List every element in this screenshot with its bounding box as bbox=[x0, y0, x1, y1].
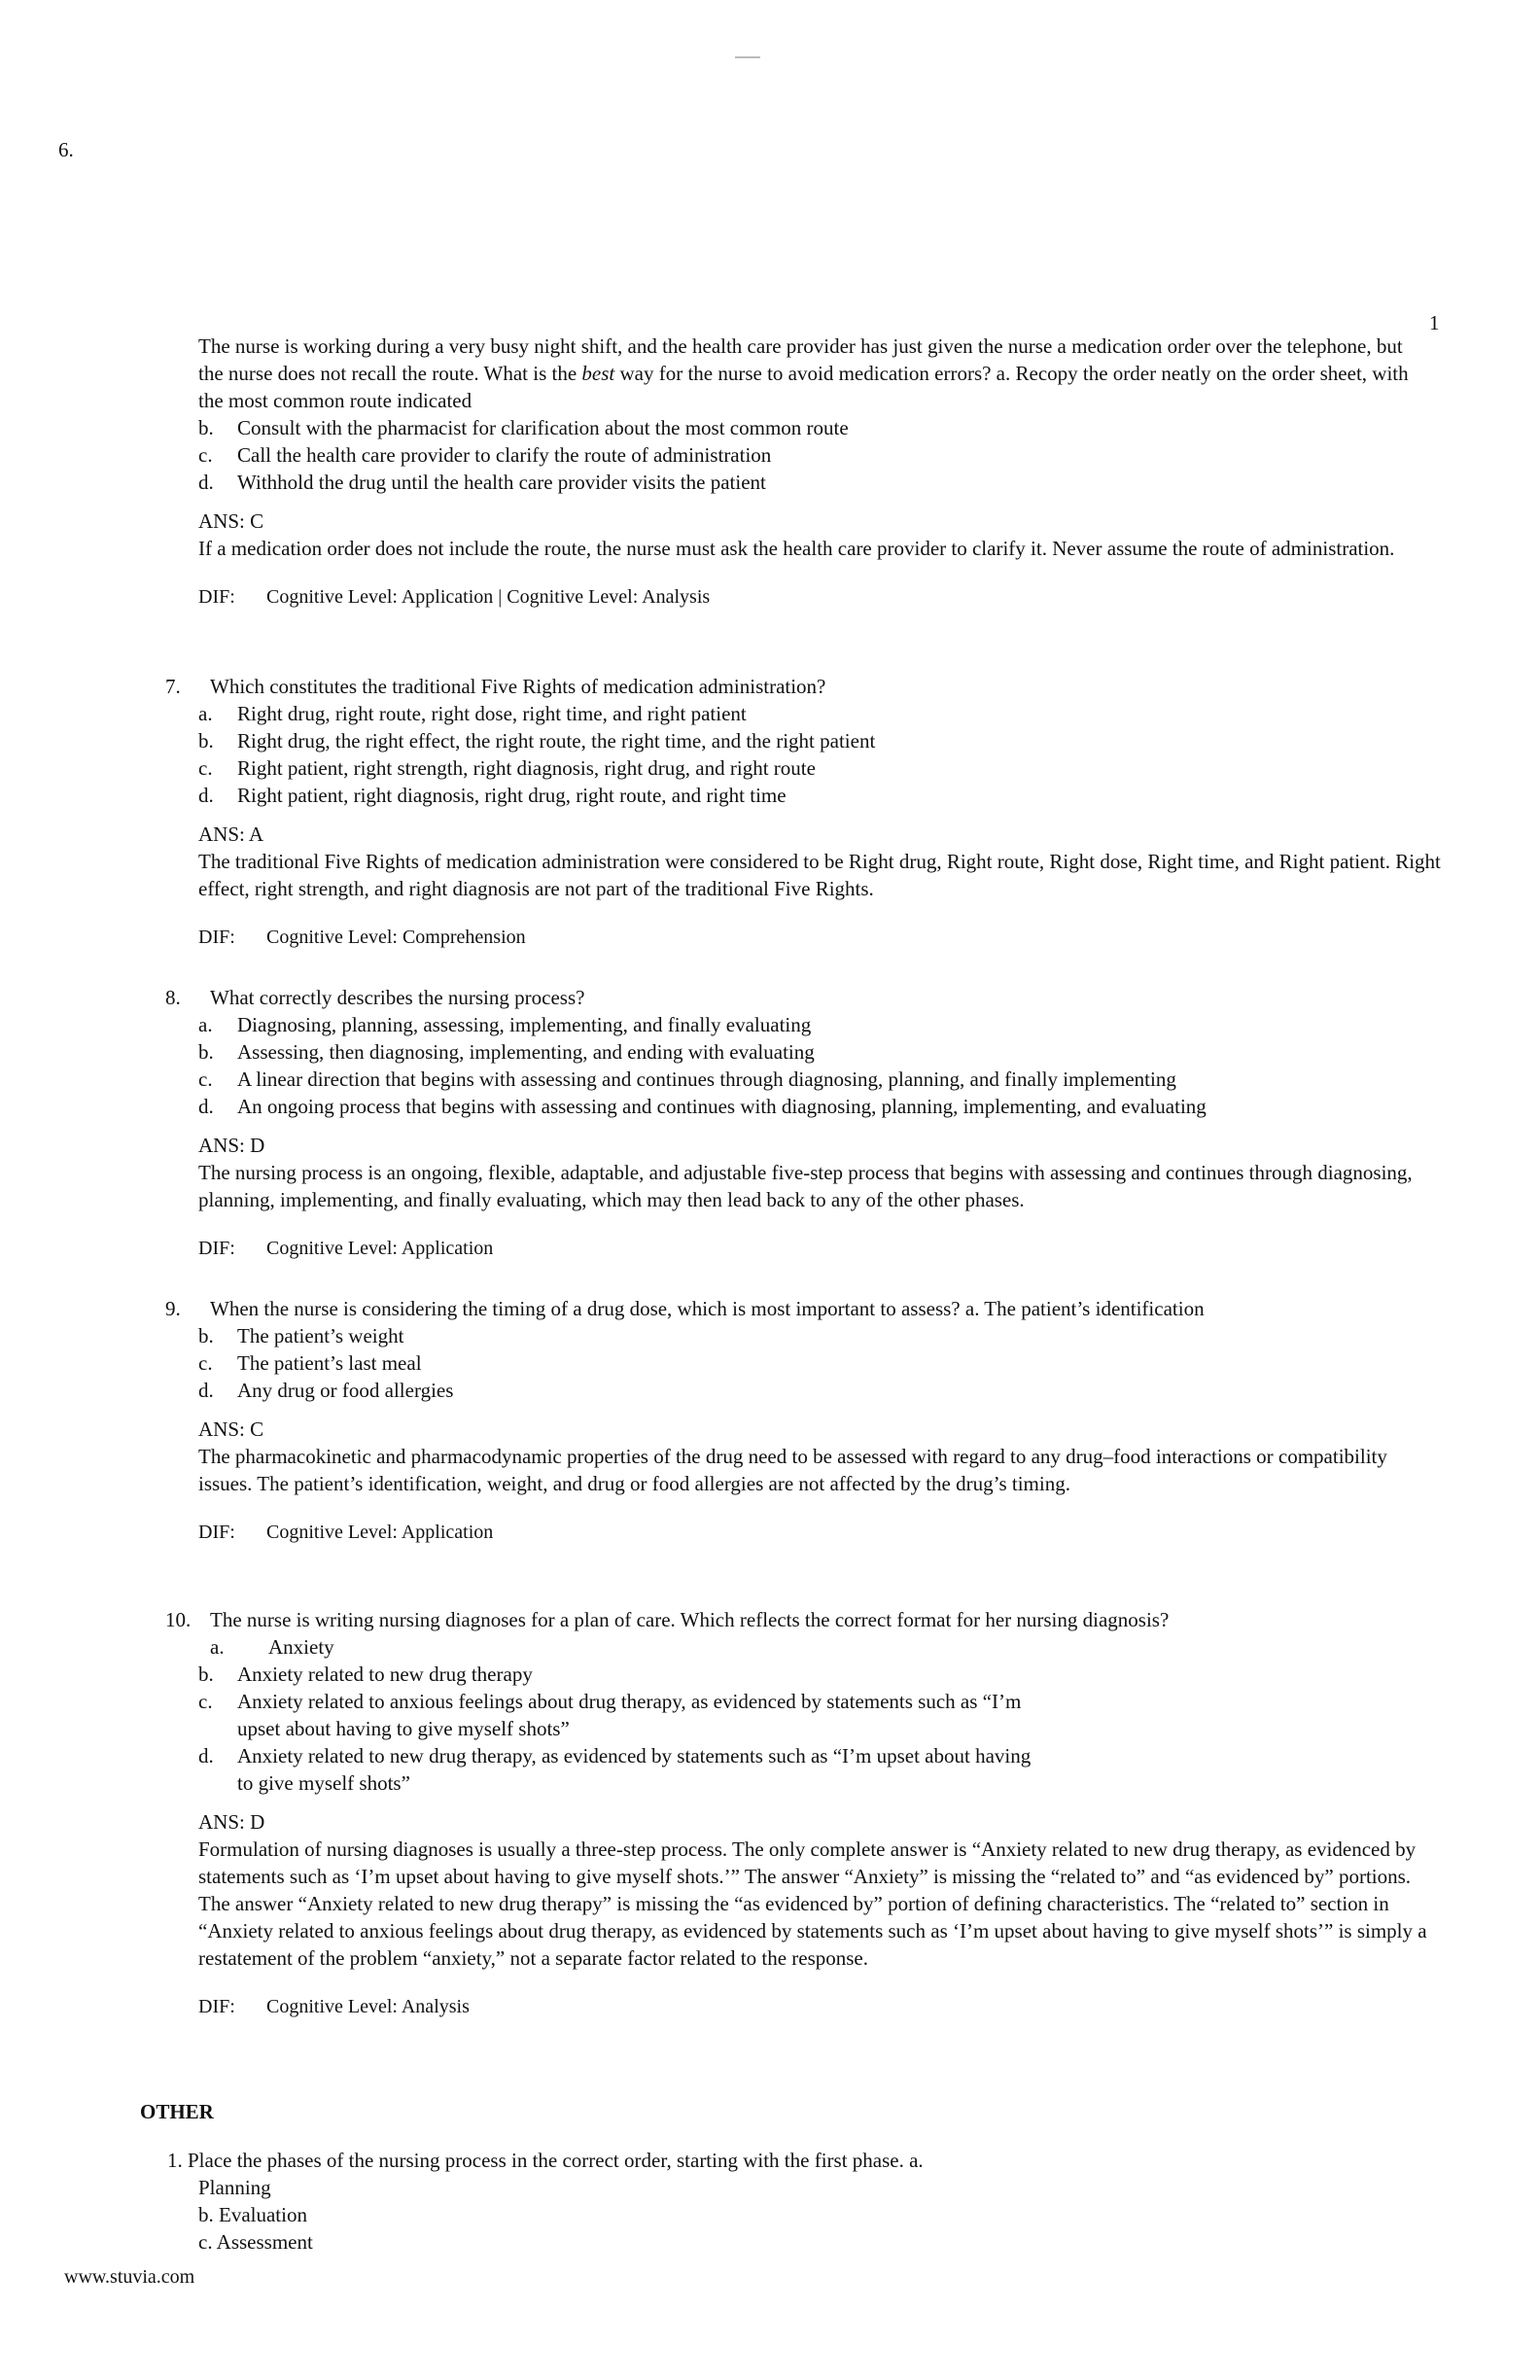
difficulty: DIF: Cognitive Level: Analysis bbox=[198, 1996, 470, 2017]
option-b: b. Right drug, the right effect, the right route, the right time, and the right patient bbox=[198, 729, 876, 752]
rationale: The pharmacokinetic and pharmacodynamic properties of the drug need to be assessed with regard to any drug–food interactions or compatibility issues. The patient’s identification, weight, and drug or food allergies are not affected by the drug’s timing. bbox=[198, 1445, 1387, 1495]
question-stem: 7. Which constitutes the traditional Five Rights of medication administration? bbox=[165, 675, 826, 698]
footer-site: www.stuvia.com bbox=[64, 2266, 195, 2288]
header-mark bbox=[735, 56, 760, 58]
option-b: b. Assessing, then diagnosing, implementing, and ending with evaluating bbox=[198, 1040, 815, 1064]
option-c: c. Anxiety related to anxious feelings about drug therapy, as evidenced by statements such as “I’m upset about having to give myself shots” bbox=[198, 1690, 1022, 1740]
question-9 bbox=[165, 1295, 1443, 1546]
question-6 bbox=[198, 332, 1414, 611]
question-10 bbox=[165, 1606, 1443, 2020]
list-item: Planning bbox=[198, 2176, 271, 2199]
rationale: The nursing process is an ongoing, flexible, adaptable, and adjustable five-step process that begins with assessing and continues through diagnosing, planning, implementing, and finally evaluating, which may then lead back to any of the other phases. bbox=[198, 1161, 1413, 1211]
answer: ANS: A bbox=[198, 822, 264, 846]
difficulty: DIF: Cognitive Level: Comprehension bbox=[198, 927, 526, 948]
difficulty: DIF: Cognitive Level: Application | Cognitive Level: Analysis bbox=[198, 586, 711, 608]
option-c: c. Call the health care provider to clarify the route of administration bbox=[198, 443, 772, 467]
question-7 bbox=[165, 673, 1443, 951]
option-a: a. Anxiety bbox=[210, 1635, 334, 1659]
option-b: b. The patient’s weight bbox=[198, 1324, 404, 1348]
answer: ANS: C bbox=[198, 1418, 264, 1441]
difficulty: DIF: Cognitive Level: Application bbox=[198, 1522, 494, 1543]
rationale: If a medication order does not include the route, the nurse must ask the health care provider to clarify it. Never assume the route of administration. bbox=[198, 537, 1395, 560]
list-item: c. Assessment bbox=[198, 2230, 313, 2254]
rationale: The traditional Five Rights of medication administration were considered to be Right drug, Right route, Right dose, Right time, and Right patient. Right effect, right strength, and right diagnosis are not part of the traditional Five Rights. bbox=[198, 850, 1441, 900]
answer: ANS: D bbox=[198, 1810, 265, 1834]
question-stem: The nurse is working during a very busy night shift, and the health care provider has just given the nurse a medication order over the telephone, but the nurse does not recall the route. What is the best way for the nurse to avoid medication errors? a. Recopy the order neatly on the order sheet, with the most common route indicated bbox=[198, 334, 1409, 412]
answer: ANS: C bbox=[198, 509, 264, 533]
question-stem: 10. The nurse is writing nursing diagnoses for a plan of care. Which reflects the correct format for her nursing diagnosis? bbox=[165, 1608, 1170, 1631]
answer: ANS: D bbox=[198, 1134, 265, 1157]
option-b: b. Consult with the pharmacist for clarification about the most common route bbox=[198, 416, 849, 439]
difficulty: DIF: Cognitive Level: Application bbox=[198, 1238, 494, 1259]
option-d: d. An ongoing process that begins with assessing and continues with diagnosing, planning, implementing, and evaluating bbox=[198, 1095, 1207, 1118]
option-d: d. Anxiety related to new drug therapy, as evidenced by statements such as “I’m upset about having to give myself shots” bbox=[198, 1744, 1032, 1795]
question-8 bbox=[165, 984, 1443, 1262]
option-a: a. Right drug, right route, right dose, right time, and right patient bbox=[198, 702, 747, 725]
question-stem: 8. What correctly describes the nursing process? bbox=[165, 986, 585, 1009]
other-question-1 bbox=[167, 2147, 1237, 2256]
question-stem: 9. When the nurse is considering the timing of a drug dose, which is most important to assess? a. The patient’s identification bbox=[165, 1297, 1205, 1320]
option-c: c. A linear direction that begins with assessing and continues through diagnosing, planning, and finally implementing bbox=[198, 1068, 1176, 1091]
option-b: b. Anxiety related to new drug therapy bbox=[198, 1662, 533, 1686]
previous-question-number: 6. bbox=[58, 138, 74, 161]
page-number: 1 bbox=[1429, 311, 1440, 334]
option-d: d. Right patient, right diagnosis, right drug, right route, and right time bbox=[198, 784, 787, 807]
list-item: b. Evaluation bbox=[198, 2203, 307, 2226]
option-d: d. Any drug or food allergies bbox=[198, 1379, 454, 1402]
section-heading: OTHER bbox=[140, 2100, 214, 2123]
question-stem: 1. Place the phases of the nursing process in the correct order, starting with the first phase. a. bbox=[167, 2149, 924, 2172]
option-c: c. The patient’s last meal bbox=[198, 1351, 422, 1375]
option-c: c. Right patient, right strength, right diagnosis, right drug, and right route bbox=[198, 756, 816, 780]
option-d: d. Withhold the drug until the health care provider visits the patient bbox=[198, 471, 766, 494]
option-a: a. Diagnosing, planning, assessing, implementing, and finally evaluating bbox=[198, 1013, 812, 1036]
rationale: Formulation of nursing diagnoses is usually a three-step process. The only complete answer is “Anxiety related to new drug therapy, as evidenced by statements such as ‘I’m upset about having to give myself shots.’” The answer “Anxiety” is missing the “related to” and “as evidenced by” portions. The answer “Anxiety related to new drug therapy” is missing the “as evidenced by” portion of defining characteristics. The “related to” section in “Anxiety related to anxious feelings about drug therapy, as evidenced by statements such as ‘I’m upset about having to give myself shots’” is simply a restatement of the problem “anxiety,” not a separate factor related to the response. bbox=[198, 1838, 1427, 1970]
